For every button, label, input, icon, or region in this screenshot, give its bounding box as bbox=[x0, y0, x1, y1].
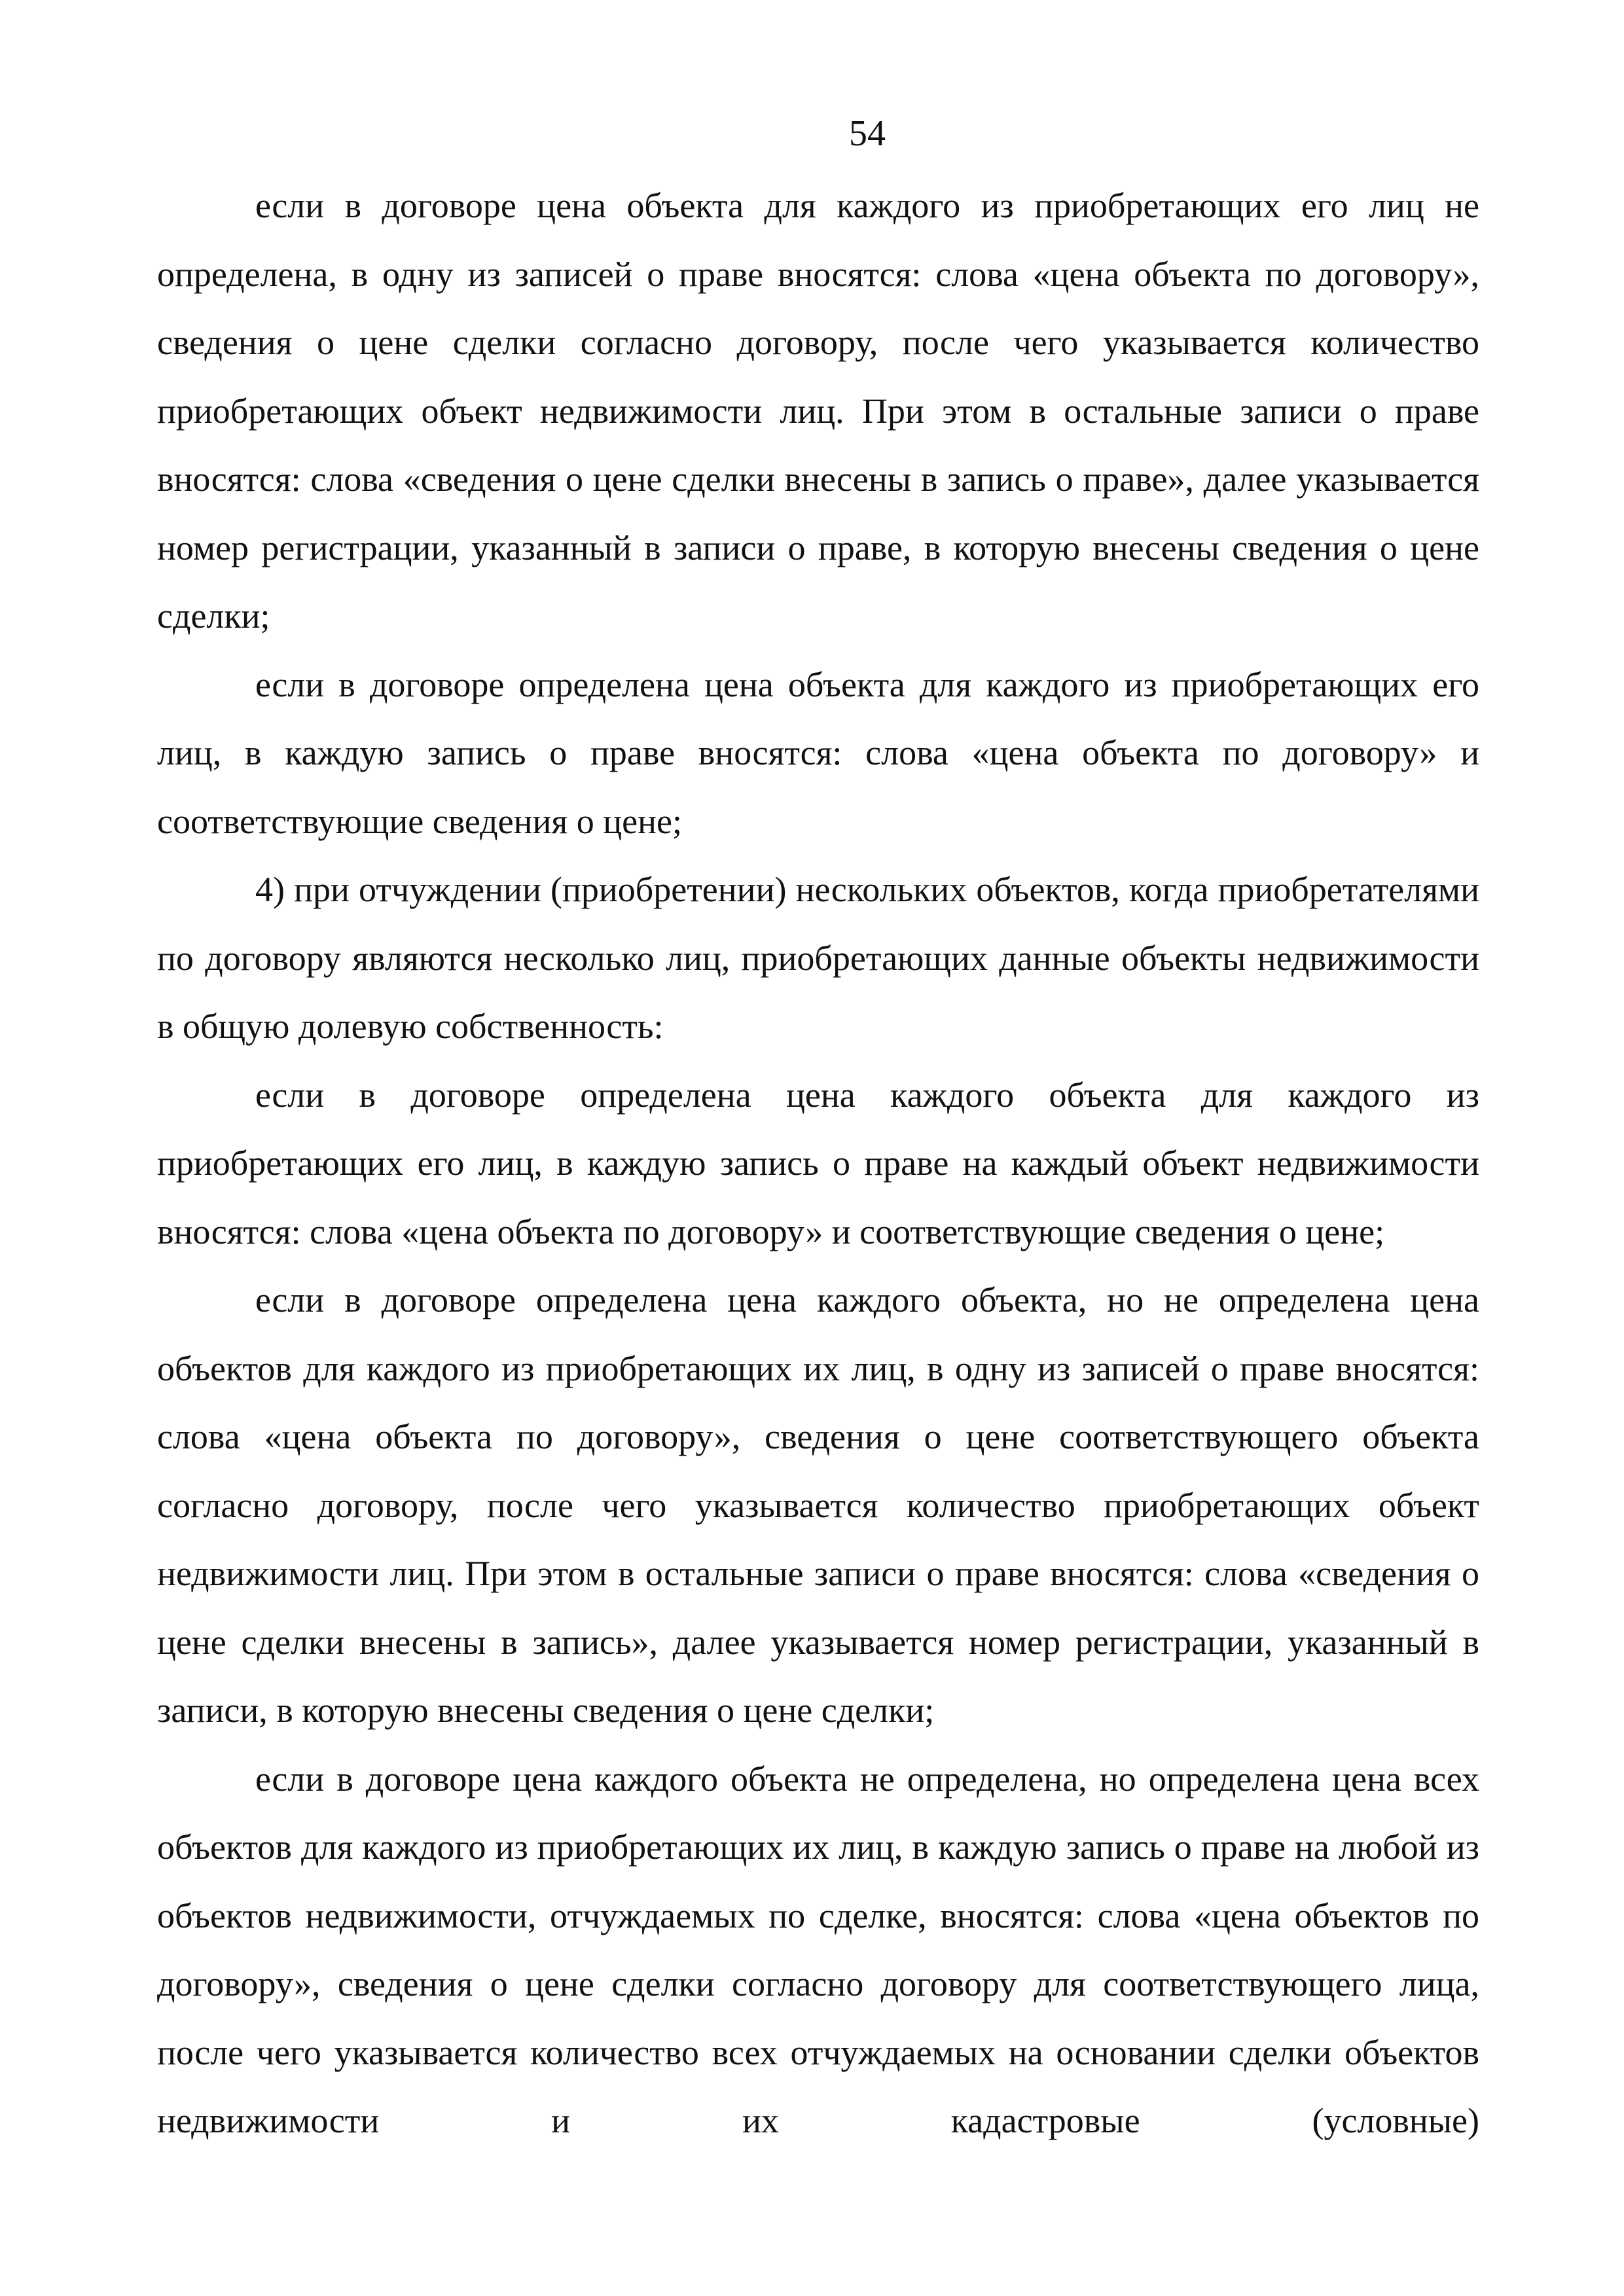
page-number: 54 bbox=[849, 113, 886, 154]
paragraph-1: если в договоре цена объекта для каждого из приобретающих его лиц не определена, в одну из записей о праве вносятся: слова «цена объекта по договору», сведения о цене сделки согласно договору, после чего указывается количество приобретающих объект недвижимости лиц. При этом в остальные записи о праве вносятся: слова «сведения о цене сделки внесены в запись о праве», далее указывается номер регистрации, указанный в записи о праве, в которую внесены сведения о цене сделки; bbox=[157, 186, 1479, 636]
document-body bbox=[157, 171, 1479, 2155]
paragraph-5: если в договоре определена цена каждого объекта, но не определена цена объектов для каждого из приобретающих их лиц, в одну из записей о праве вносятся: слова «цена объекта по договору», сведения о цене соответствующего объекта согласно договору, после чего указывается количество приобретающих объект недвижимости лиц. При этом в остальные записи о праве вносятся: слова «сведения о цене сделки внесены в запись», далее указывается номер регистрации, указанный в записи, в которую внесены сведения о цене сделки; bbox=[157, 1280, 1479, 1730]
paragraph-2: если в договоре определена цена объекта для каждого из приобретающих его лиц, в каждую запись о праве вносятся: слова «цена объекта по договору» и соответствующие сведения о цене; bbox=[157, 664, 1479, 841]
paragraph-6: если в договоре цена каждого объекта не определена, но определена цена всех объектов для каждого из приобретающих их лиц, в каждую запись о праве на любой из объектов недвижимости, отчуждаемых по сделке, вносятся: слова «цена объектов по договору», сведения о цене сделки согласно договору для соответствующего лица, после чего указывается количество всех отчуждаемых на основании сделки объектов недвижимости и их кадастровые (условные) bbox=[157, 1759, 1479, 2140]
paragraph-3: 4) при отчуждении (приобретении) нескольких объектов, когда приобретателями по договору являются несколько лиц, приобретающих данные объекты недвижимости в общую долевую собственность: bbox=[157, 870, 1479, 1046]
paragraph-4: если в договоре определена цена каждого объекта для каждого из приобретающих его лиц, в каждую запись о праве на каждый объект недвижимости вносятся: слова «цена объекта по договору» и соответствующие сведения о цене; bbox=[157, 1075, 1479, 1251]
